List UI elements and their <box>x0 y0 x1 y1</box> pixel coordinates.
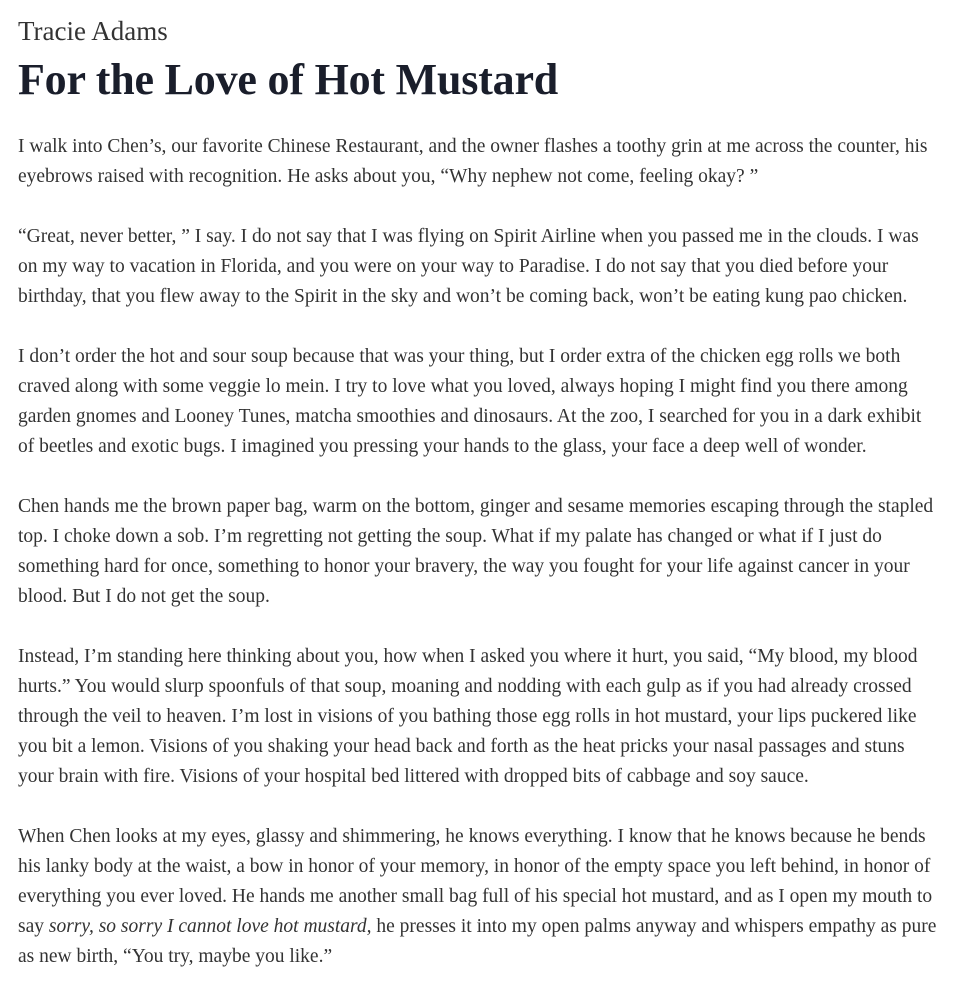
author-name: Tracie Adams <box>18 16 168 46</box>
paragraph-6-italic-phrase: sorry, so sorry I cannot love hot mustard, <box>48 916 372 937</box>
paragraph-5: Instead, I’m standing here thinking about you, how when I asked you where it hurt, you said, “My blood, my blood hurts.” You would slurp spoonfuls of that soup, moaning and nodding with each gulp as if you had already crossed through the veil to heaven. I’m lost in visions of you bathing those egg rolls in hot mustard, your lips puckered like you bit a lemon. Visions of you shaking your head back and forth as the heat pricks your nasal passages and stuns your brain with fire. Visions of your hospital bed littered with dropped bits of cabbage and soy sauce. <box>18 646 918 787</box>
article-body <box>18 132 941 972</box>
paragraph-6 <box>18 822 941 972</box>
paragraph-3: I don’t order the hot and sour soup because that was your thing, but I order extra of the chicken egg rolls we both craved along with some veggie lo mein. I try to love what you loved, always hoping I might find you there among garden gnomes and Looney Tunes, matcha smoothies and dinosaurs. At the zoo, I searched for you in a dark exhibit of beetles and exotic bugs. I imagined you pressing your hands to the glass, your face a deep well of wonder. <box>18 346 922 457</box>
paragraph-1: I walk into Chen’s, our favorite Chinese Restaurant, and the owner flashes a toothy grin at me across the counter, his eyebrows raised with recognition. He asks about you, “Why nephew not come, feeling okay? ” <box>18 136 928 187</box>
article-title: For the Love of Hot Mustard <box>18 55 559 104</box>
paragraph-2: “Great, never better, ” I say. I do not say that I was flying on Spirit Airline when you passed me in the clouds. I was on my way to vacation in Florida, and you were on your way to Paradise. I do not say that you died before your birthday, that you flew away to the Spirit in the sky and won’t be coming back, won’t be eating kung pao chicken. <box>18 226 919 307</box>
paragraph-4: Chen hands me the brown paper bag, warm on the bottom, ginger and sesame memories escaping through the stapled top. I choke down a sob. I’m regretting not getting the soup. What if my palate has changed or what if I just do something hard for once, something to honor your bravery, the way you fought for your life against cancer in your blood. But I do not get the soup. <box>18 496 934 607</box>
paragraph-6-text-start: When Chen looks at my eyes, glassy and shimmering, he knows everything. I know that he knows because he bends his lanky body at the waist, a bow in honor of your memory, in honor of the empty space you left behind, in honor of everything you ever loved. He hands me another small bag full of his special hot mustard, and as I open my mouth to say <box>18 826 933 937</box>
paragraph-6-text-end: he presses it into my open palms anyway and whispers empathy as pure as new birth, “You try, maybe you like.” <box>18 916 937 967</box>
